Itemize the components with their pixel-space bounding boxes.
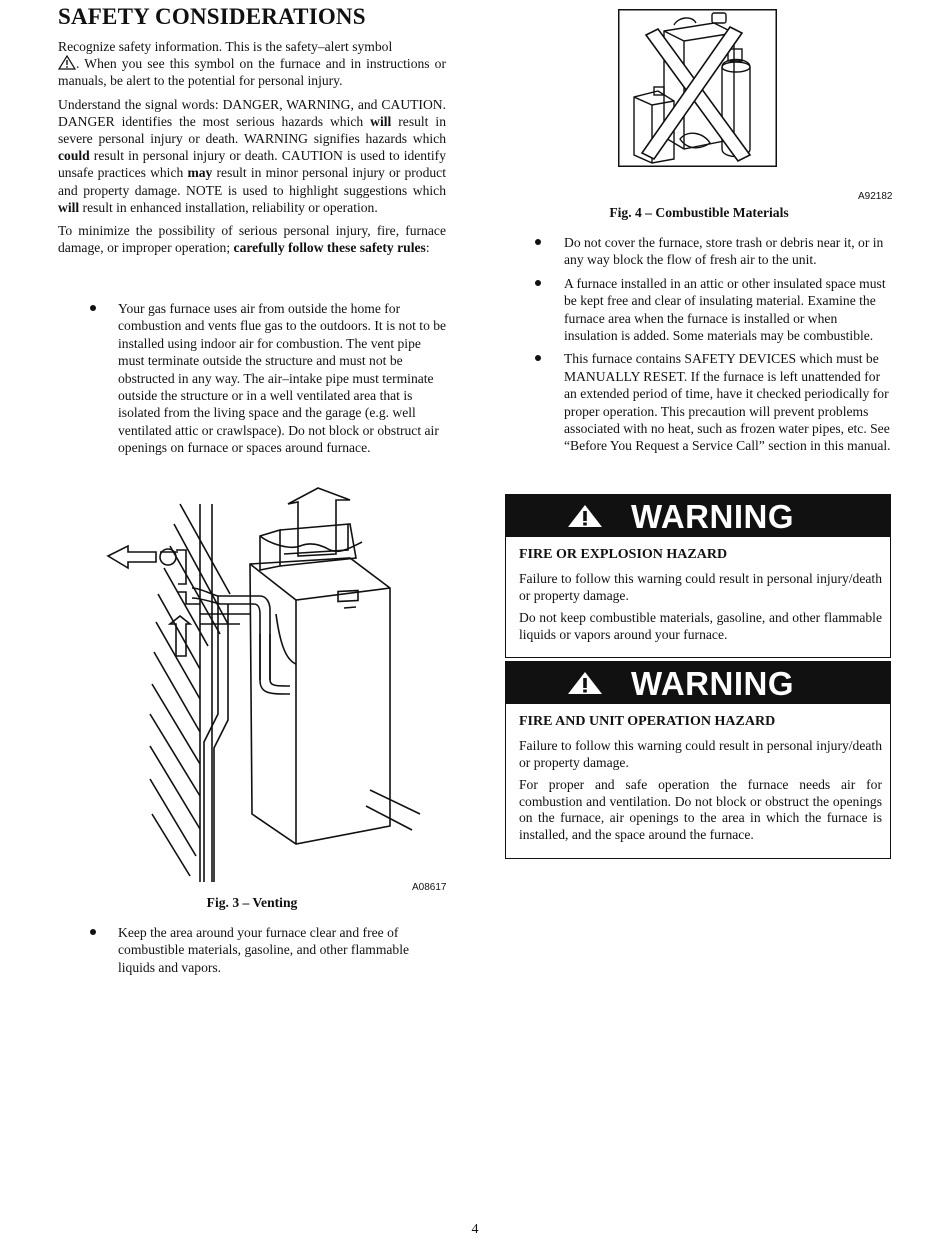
- bullet-dot: [535, 239, 541, 245]
- bullet-dot: [535, 355, 541, 361]
- intro-text: Recognize safety information. This is the safety–alert symbol: [58, 39, 393, 54]
- emphasis: carefully follow these safety rules: [233, 240, 426, 256]
- warning-label: WARNING: [631, 665, 794, 702]
- intro-text: result in minor personal injury or product and property damage. NOTE is used to highlight suggestions which: [58, 165, 446, 198]
- right-bullet-list: [564, 234, 894, 461]
- emphasis: may: [187, 165, 213, 181]
- intro-text: To minimize the possibility of serious personal injury, fire, furnace damage, or improper operation;: [58, 223, 446, 256]
- intro-text: :: [425, 240, 430, 256]
- intro-text: result in personal injury or death. CAUTION is used to identify unsafe practices which: [58, 148, 446, 181]
- intro-text: result in severe personal injury or death. WARNING signifies hazards which: [58, 113, 446, 147]
- list-item: [118, 300, 448, 457]
- intro-text: Understand the signal words: DANGER, WARNING, and CAUTION. DANGER identifies the most serious hazards which: [58, 96, 446, 129]
- list-item-text: Do not cover the furnace, store trash or debris near it, or in any way block the flow of fresh air to the unit.: [564, 235, 884, 268]
- left-bullet-list: [118, 300, 448, 463]
- intro-text: result in enhanced installation, reliability or operation.: [79, 199, 378, 215]
- warning-body: [506, 704, 890, 858]
- intro-paragraph-1: [58, 38, 446, 90]
- warning-triangle-icon: [566, 503, 604, 529]
- bullet-dot: [90, 929, 96, 935]
- bullet-dot: [90, 305, 96, 311]
- emphasis: will: [370, 113, 392, 129]
- list-item-text: Your gas furnace uses air from outside the home for combustion and vents flue gas to the outdoors. It is not to be installed using indoor air for combustion. The vent pipe must terminate outside the structure and must not be obstructed in any way. The air–intake pipe must terminate outside the structure or in a well ventilated area that is isolated from the living space and the garage (e.g. well ventilated attic or crawlspace). Do not block or obstruct air openings on furnace or spaces around furnace.: [118, 301, 447, 456]
- page-title: SAFETY CONSIDERATIONS: [58, 4, 366, 29]
- left-bullet-list: [118, 924, 448, 982]
- warning-text: Failure to follow this warning could result in personal injury/death or property damage.: [519, 571, 882, 603]
- figure-code: A92182: [858, 191, 893, 202]
- bullet-dot: [535, 280, 541, 286]
- figure-caption: Fig. 4 – Combustible Materials: [609, 205, 789, 220]
- warning-text: Failure to follow this warning could result in personal injury/death or property damage.: [519, 738, 882, 770]
- emphasis: could: [58, 148, 90, 164]
- list-item-text: A furnace installed in an attic or other insulated space must be kept free and clear of insulating material. Examine the furnace area when the furnace is installed or when insulation is added. Some materials may be combustible.: [564, 275, 886, 344]
- combustible-materials-illustration: [618, 9, 777, 167]
- warning-header: [506, 662, 890, 704]
- hazard-title: FIRE AND UNIT OPERATION HAZARD: [519, 714, 776, 729]
- warning-text: Do not keep combustible materials, gasoline, and other flammable liquids or vapors around your furnace.: [519, 610, 882, 642]
- warning-box: [505, 661, 891, 859]
- intro-paragraph-3: [58, 222, 446, 256]
- left-column: [58, 38, 446, 262]
- list-item-text: Keep the area around your furnace clear and free of combustible materials, gasoline, and other flammable liquids and vapors.: [118, 925, 410, 975]
- list-item: [564, 275, 894, 345]
- intro-text: . When you see this symbol on the furnace and in instructions or manuals, be alert to the potential for personal injury.: [58, 56, 446, 89]
- list-item: [118, 924, 448, 976]
- warning-label: WARNING: [631, 498, 794, 535]
- figure-code: A08617: [412, 882, 447, 893]
- venting-illustration: [100, 484, 430, 884]
- hazard-title: FIRE OR EXPLOSION HAZARD: [519, 547, 728, 562]
- warning-triangle-icon: [566, 670, 604, 696]
- list-item: [564, 350, 894, 454]
- emphasis: will: [58, 199, 80, 215]
- warning-body: [506, 537, 890, 657]
- page-number: 4: [471, 1222, 479, 1237]
- figure-caption: Fig. 3 – Venting: [206, 895, 298, 910]
- intro-paragraph-2: [58, 96, 446, 216]
- list-item: [564, 234, 894, 269]
- safety-alert-icon: [58, 55, 76, 70]
- warning-box: [505, 494, 891, 658]
- list-item-text: This furnace contains SAFETY DEVICES which must be MANUALLY RESET. If the furnace is left unattended for an extended period of time, have it checked periodically for proper operation. This precaution will prevent problems associated with no heat, such as frozen water pipes, etc. See “Before You Request a Service Call” section in this manual.: [564, 351, 891, 454]
- warning-header: [506, 495, 890, 537]
- warning-text: For proper and safe operation the furnace needs air for combustion and ventilation. Do not block or obstruct the openings on the furnace, air openings to the area in which the furnace is installed, and the space around the furnace.: [519, 777, 882, 842]
